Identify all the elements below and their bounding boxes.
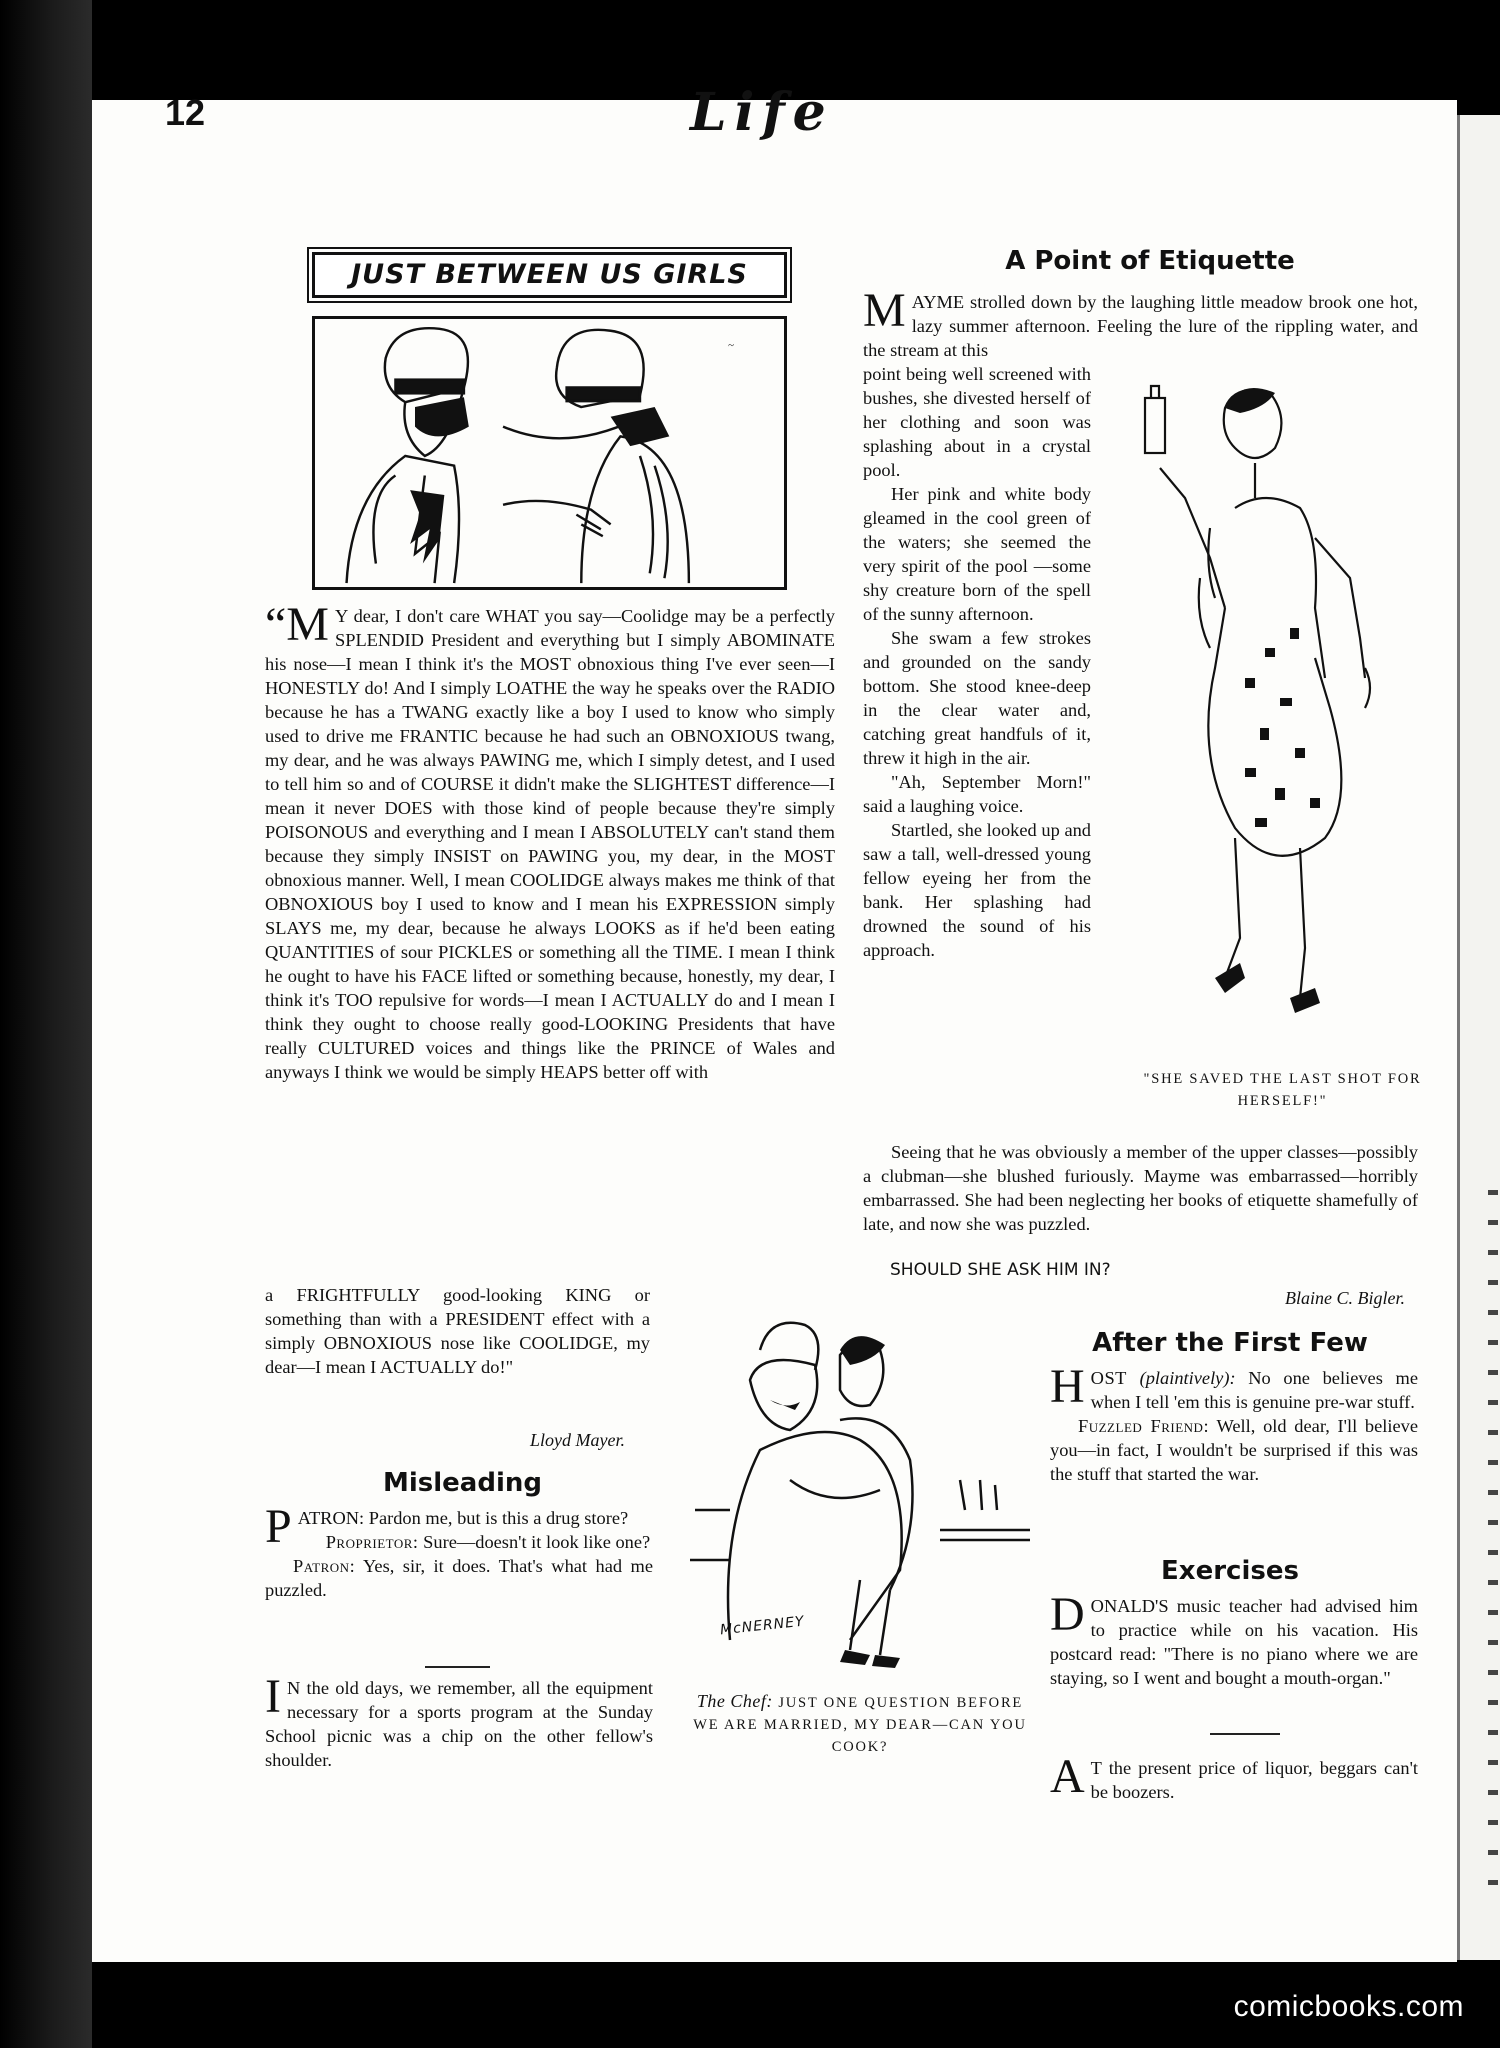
after-speaker-1: OST <box>1090 1368 1127 1388</box>
divider-rule <box>425 1666 490 1668</box>
etiquette-para-5: Startled, she looked up and saw a tall, well-dressed young fellow eyeing her from the bank. Her splashing had drowned the sound of his approach. <box>863 820 1091 960</box>
cartoon-signature: McNERNEY <box>719 1613 806 1639</box>
adjacent-page-edge <box>1457 115 1500 1960</box>
chef-caption <box>690 1690 1030 1758</box>
misleading-speaker-2: Proprietor: <box>325 1532 419 1552</box>
dropcap: H <box>1050 1360 1085 1413</box>
chef-cartoon <box>690 1310 1030 1670</box>
page-number: 12 <box>165 92 206 133</box>
dropcap: M <box>863 284 906 337</box>
old-days-paragraph <box>265 1670 653 1772</box>
dropcap: P <box>265 1500 292 1553</box>
after-line-1: No one believes me when I tell 'em this is genuine pre-war stuff. <box>1090 1368 1418 1412</box>
girls-body-continued: a FRIGHTFULLY good-looking KING or something than with a PRESIDENT effect with a simply OBNOXIOUS nose like COOLIDGE, my dear—I mean I ACTUALLY do!" <box>265 1285 650 1377</box>
girls-body: Y dear, I don't care WHAT you say—Coolidge may be a perfectly SPLENDID President and everything but I simply ABOMINATE his nose—I mean I think it's the MOST obnoxious thing I've ever seen—I HONESTLY do! And I simply LOATHE the way he speaks over the RADIO because he has a TWANG exactly like a boy I used to know who simply used to drive me FRANTIC because he had such an OBNOXIOUS twang, my dear, and he was always PAWING me, which I simply detest, and I used to tell him so and of COURSE it didn't make the SLIGHTEST difference—I mean it never DOES with those kind of people because they're simply POISONOUS and everything and I mean I ABSOLUTELY can't stand them because they simply INSIST on PAWING you, my dear, in the MOST obnoxious manner. Well, I mean COOLIDGE always makes me think of that OBNOXIOUS boy I used to know and I mean his EXPRESSION simply SLAYS me, my dear, because he always LOOKS as if he'd been eating QUANTITIES of sour PICKLES or something all the TIME. I mean I think he ought to have his FACE lifted or something because, honestly, my dear, I think it's TOO repulsive for words—I mean I ACTUALLY do and I mean I think they ought to choose really good-LOOKING Presidents that have really CULTURED voices and things like the PRINCE of Wales and anyways I think we would be simply HEAPS better off with <box>265 606 835 1082</box>
etiquette-narrow-column <box>863 362 1091 962</box>
etiquette-wide-paragraph <box>863 1140 1418 1236</box>
chef-speaker: The Chef: <box>696 1691 773 1711</box>
after-speaker-2: Fuzzled Friend: <box>1078 1416 1210 1436</box>
after-aside: (plaintively): <box>1139 1368 1236 1388</box>
site-watermark: comicbooks.com <box>1233 1990 1464 2023</box>
svg-text:~: ~ <box>728 339 734 352</box>
girls-byline: Lloyd Mayer. <box>530 1430 625 1450</box>
misleading-speaker-3: Patron: <box>293 1556 356 1576</box>
exercises-title: Exercises <box>1161 1556 1299 1586</box>
after-article <box>1050 1360 1419 1486</box>
etiquette-intro-text: AYME strolled down by the laughing little meadow brook one hot, lazy summer afternoon. Feeling the lure of the rippling water, and the stream at this <box>863 292 1418 360</box>
divider-rule <box>1210 1733 1280 1735</box>
misleading-line-3: Yes, sir, it does. That's what had me puzzled. <box>265 1556 653 1600</box>
flapper-caption: "SHE SAVED THE LAST SHOT FOR HERSELF!" <box>1143 1071 1422 1109</box>
dropcap: D <box>1050 1588 1085 1641</box>
misleading-article <box>265 1500 653 1602</box>
etiquette-wide-text: Seeing that he was obviously a member of the upper classes—possibly a clubman—she blushed furiously. Mayme was embarrassed—horribly embarrassed. She had been neglecting her books of etiquette shamefully of late, and now she was puzzled. <box>863 1142 1418 1234</box>
etiquette-title: A Point of Etiquette <box>1005 246 1295 276</box>
etiquette-byline: Blaine C. Bigler. <box>1285 1288 1405 1308</box>
misleading-title: Misleading <box>383 1468 542 1498</box>
after-title: After the First Few <box>1092 1328 1368 1358</box>
chef-caption-text: JUST ONE QUESTION BEFORE WE ARE MARRIED, MY DEAR—CAN YOU COOK? <box>693 1695 1027 1755</box>
etiquette-para-4: "Ah, September Morn!" said a laughing voice. <box>863 772 1091 816</box>
etiquette-para-3: She swam a few strokes and grounded on the sandy bottom. She stood knee-deep in the clear water and, catching great handfuls of it, threw it high in the air. <box>863 628 1091 768</box>
dropcap: A <box>1050 1750 1085 1803</box>
girls-article-continued <box>265 1283 650 1379</box>
etiquette-para-2: Her pink and white body gleamed in the cool green of the waters; she seemed the very spirit of the pool —some shy creature born of the spell of the sunny afternoon. <box>863 484 1091 624</box>
etiquette-intro <box>863 284 1418 362</box>
masthead: Life <box>690 82 834 143</box>
dropcap: I <box>265 1670 281 1723</box>
girls-article <box>265 598 835 1084</box>
after-line-2: Well, old dear, I'll believe you—in fact, I wouldn't be surprised if this was the stuff that started the war. <box>1050 1416 1419 1484</box>
dropcap: “M <box>265 598 329 651</box>
old-days-text: N the old days, we remember, all the equipment necessary for a sports program at the Sunday School picnic was a chip on the other fellow's shoulder. <box>265 1678 653 1770</box>
liquor-paragraph <box>1050 1750 1418 1804</box>
misleading-line-1: ATRON: Pardon me, but is this a drug store? <box>297 1508 629 1528</box>
exercises-text: ONALD'S music teacher had advised him to practice while on his vacation. His postcard read: "There is no piano where we are staying, so I went and bought a mouth-organ." <box>1050 1596 1418 1688</box>
exercises-article <box>1050 1588 1418 1690</box>
etiquette-question: SHOULD SHE ASK HIM IN? <box>890 1260 1111 1280</box>
flapper-illustration <box>1115 378 1415 1058</box>
scan-edge <box>0 0 92 2048</box>
girls-illustration <box>312 316 787 590</box>
misleading-line-2: Sure—doesn't it look like one? <box>423 1532 651 1552</box>
etiquette-para-1: point being well screened with bushes, she divested herself of her clothing and soon was splashing about in a crystal pool. <box>863 364 1091 480</box>
feature-title: JUST BETWEEN US GIRLS <box>312 252 787 298</box>
liquor-text: T the present price of liquor, beggars can't be boozers. <box>1090 1758 1418 1802</box>
